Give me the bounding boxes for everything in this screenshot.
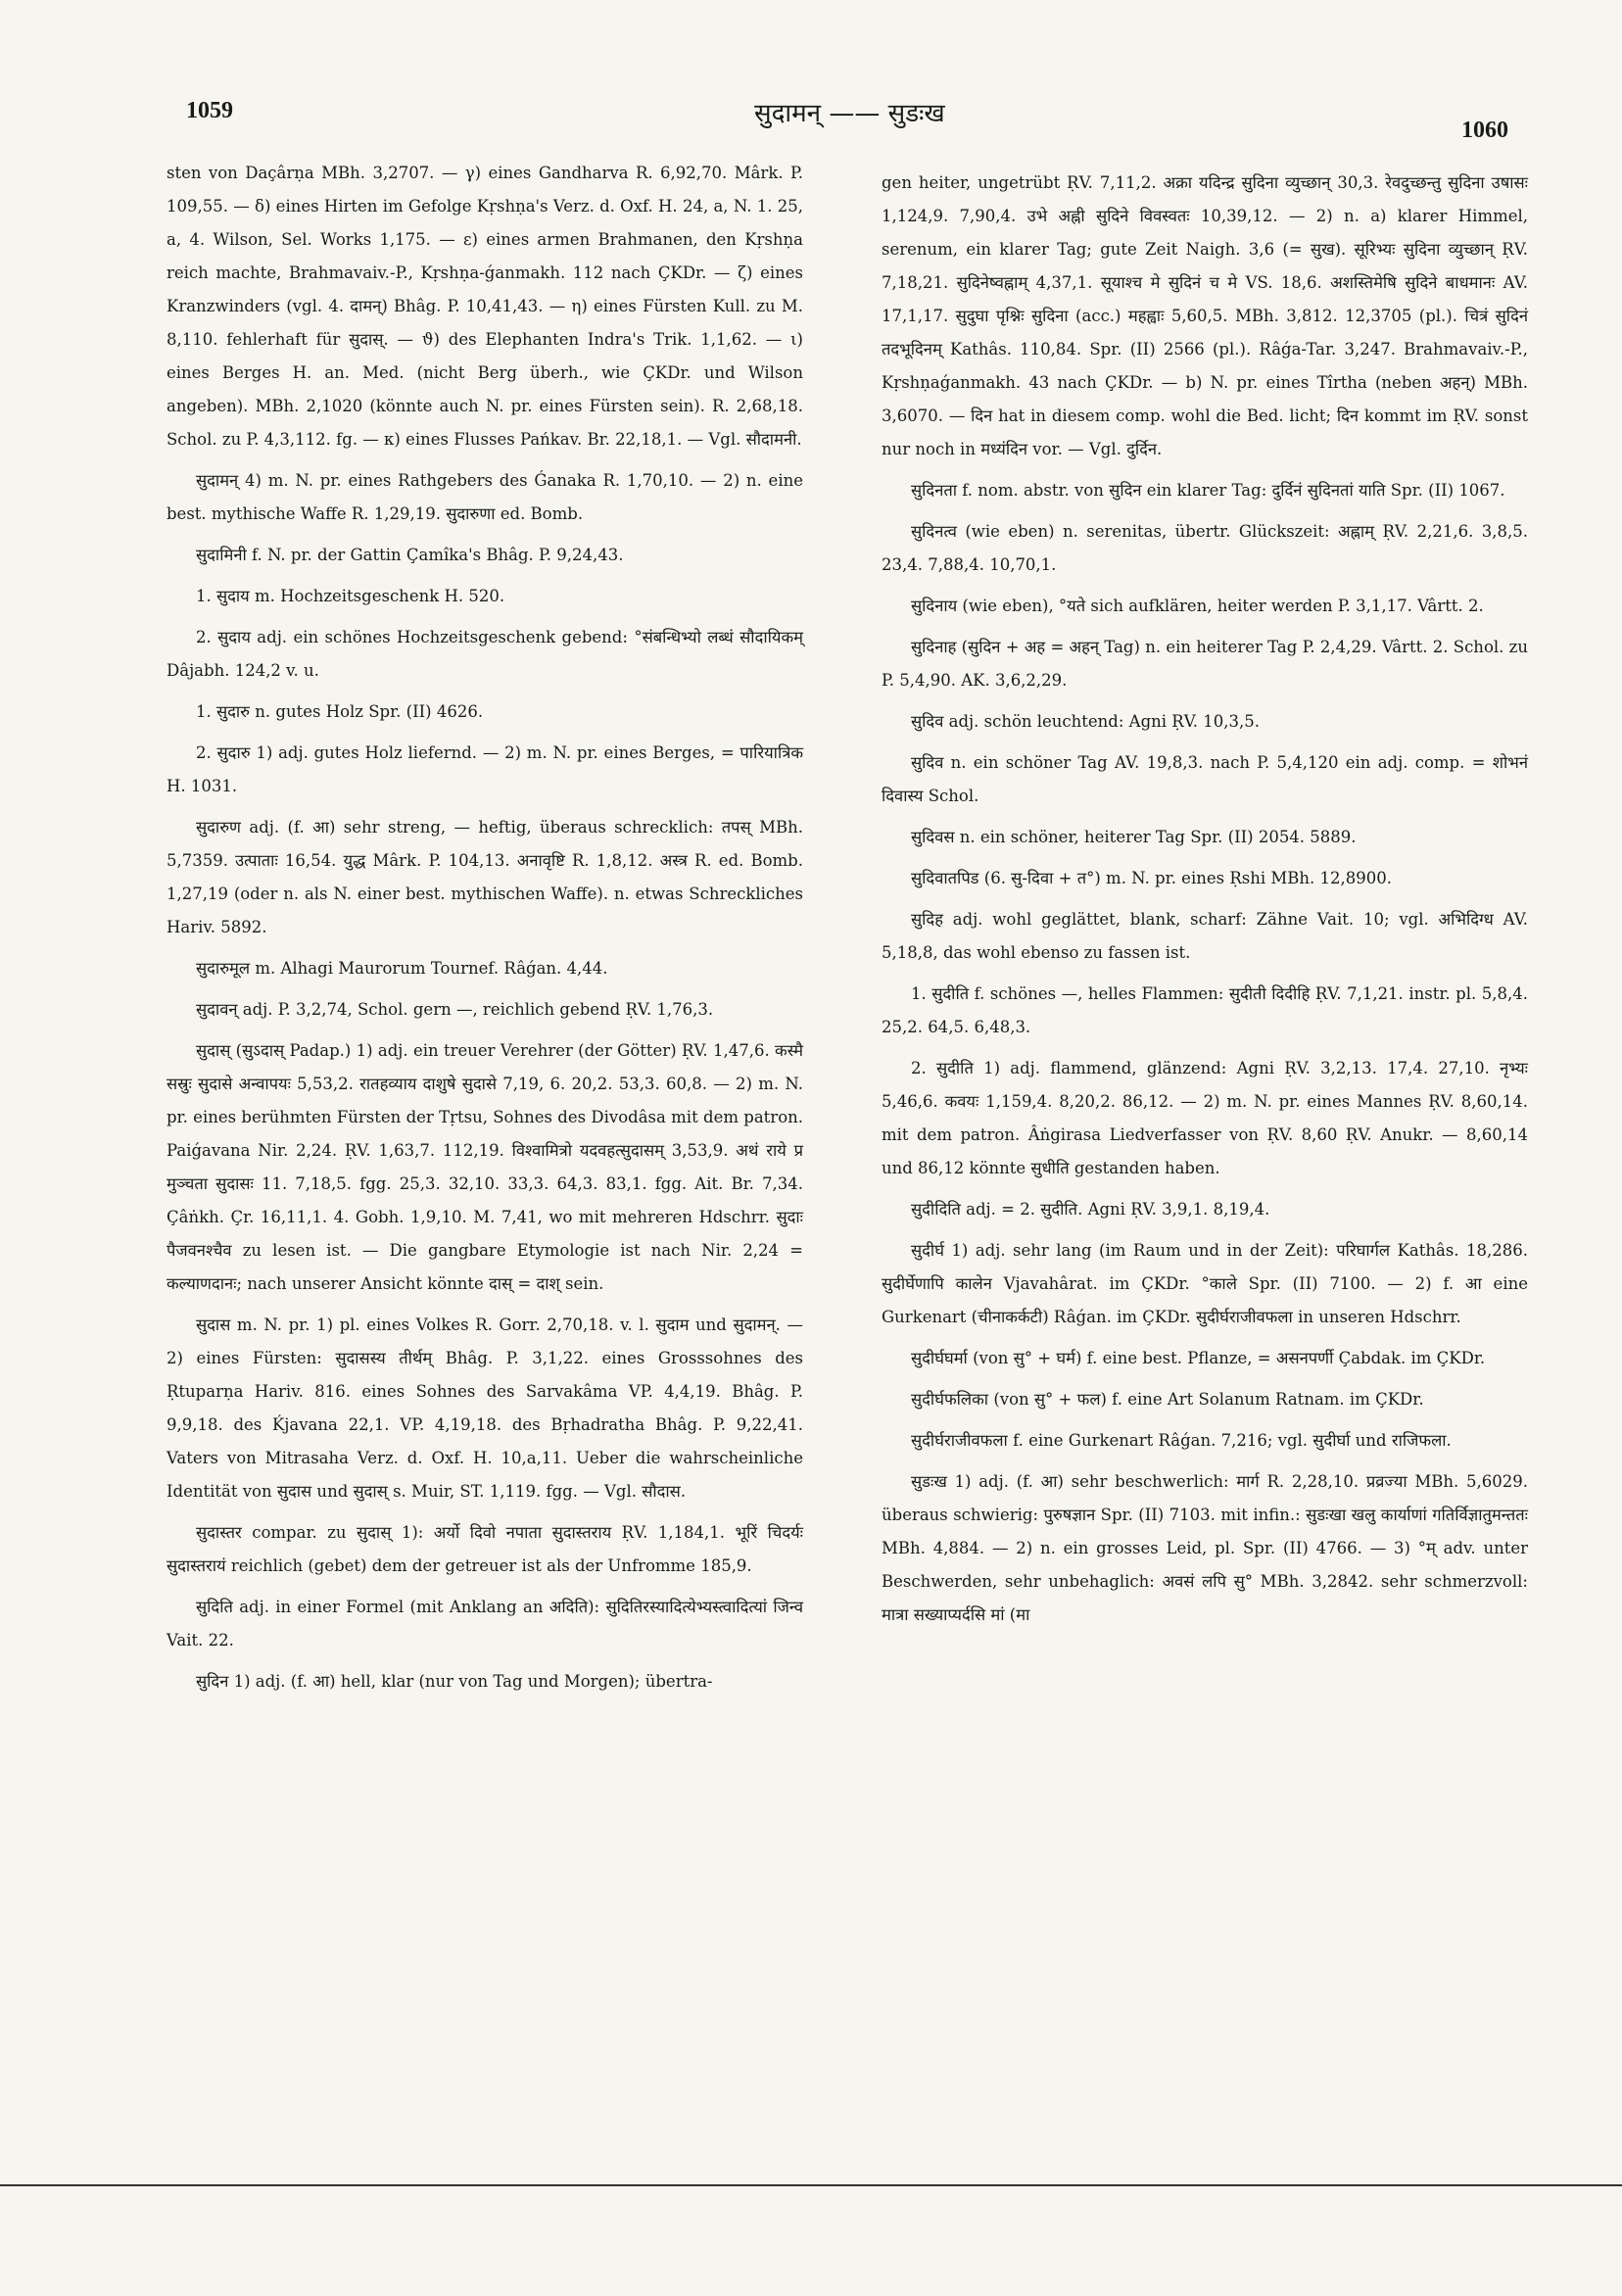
dictionary-entry: 1. सुदारु n. gutes Holz Spr. (II) 4626. <box>196 702 484 721</box>
dictionary-entry: सुदीदिति adj. = 2. सुदीति. Agni ṚV. 3,9,1. 8,19,4. <box>911 1200 1270 1219</box>
running-head: सुदामन् —— सुडःख <box>754 99 945 128</box>
dictionary-entry: सुदीर्घघर्मा (von सु° + घर्म) f. eine best. Pflanze, = असनपर्णी Çabdak. im ÇKDr. <box>911 1349 1486 1367</box>
dictionary-entry: सुदास्तर compar. zu सुदास् 1): अर्यो दिवो नपाता सुदास्तराय ṚV. 1,184,1. भूरिं चिदर्यः सुदास्तरायं reichlich (gebet) dem der getreuer ist als der Unfromme 185,9. <box>167 1523 803 1575</box>
dictionary-entry: 2. सुदारु 1) adj. gutes Holz liefernd. — 2) m. N. pr. eines Berges, = पारियात्रिक H. 1031. <box>167 743 803 795</box>
dictionary-entry: gen heiter, ungetrübt ṚV. 7,11,2. अक्रा यदिन्द्र सुदिना व्युच्छान् 30,3. रेवदुच्छन्तु सुदिना उषासः 1,124,9. 7,90,4. उभे अह्नी सुदिने विवस्वतः 10,39,12. — 2) n. a) klarer Himmel, serenum, ein klarer Tag; gute Zeit Naigh. 3,6 (= सुख). सूरिभ्यः सुदिना व्युच्छान् ṚV. 7,18,21. सुदिनेष्वह्नाम् 4,37,1. सूयाश्च मे सुदिनं च मे VS. 18,6. अशस्तिमेषि सुदिने बाधमानः AV. 17,1,17. सुदुघा पृश्निः सुदिना (acc.) महह्वाः 5,60,5. MBh. 3,812. 12,3705 (pl.). चित्रं सुदिनं तदभूदिनम् Kathâs. 110,84. Spr. (II) 2566 (pl.). Râǵa-Tar. 3,247. Brahmavaiv.-P., Kṛshṇaǵanmakh. 43 nach ÇKDr. — b) N. pr. eines Tîrtha (neben अहन्) MBh. 3,6070. — दिन hat in diesem comp. wohl die Bed. licht; दिन kommt im ṚV. sonst nur noch in मध्यंदिन vor. — Vgl. दुर्दिन. <box>882 173 1528 458</box>
dictionary-entry: सुदिनाह (सुदिन + अह = अहन् Tag) n. ein heiterer Tag P. 2,4,29. Vârtt. 2. Schol. zu P. 5,4,90. AK. 3,6,2,29. <box>882 638 1528 690</box>
dictionary-entry: sten von Daçârṇa MBh. 3,2707. — γ) eines Gandharva R. 6,92,70. Mârk. P. 109,55. — δ) eines Hirten im Gefolge Kṛshṇa's Verz. d. Oxf. H. 24, a, N. 1. 25, a, 4. Wilson, Sel. Works 1,175. — ε) eines armen Brahmanen, den Kṛshṇa reich machte, Brahmavaiv.-P., Kṛshṇa-ǵanmakh. 112 nach ÇKDr. — ζ) eines Kranzwinders (vgl. 4. दामन्) Bhâg. P. 10,41,43. — η) eines Fürsten Kull. zu M. 8,110. fehlerhaft für सुदास्. — ϑ) des Elephanten Indra's Trik. 1,1,62. — ι) eines Berges H. an. Med. (nicht Berg überh., wie ÇKDr. und Wilson angeben). MBh. 2,1020 (könnte auch N. pr. eines Fürsten sein). R. 2,68,18. Schol. zu P. 4,3,112. fg. — κ) eines Flusses Pańkav. Br. 22,18,1. — Vgl. सौदामनी. <box>167 164 803 449</box>
dictionary-entry: 1. सुदीति f. schönes —, helles Flammen: सुदीती दिदीहि ṚV. 7,1,21. instr. pl. 5,8,4. 25,2. 64,5. 6,48,3. <box>882 984 1528 1036</box>
dictionary-entry: सुदिनता f. nom. abstr. von सुदिन ein klarer Tag: दुर्दिनं सुदिनतां याति Spr. (II) 1067. <box>911 481 1505 500</box>
dictionary-entry: सुदीर्घफलिका (von सु° + फल) f. eine Art Solanum Ratnam. im ÇKDr. <box>911 1390 1424 1409</box>
dictionary-entry: सुदास् (सुऽदास् Padap.) 1) adj. ein treuer Verehrer (der Götter) ṚV. 1,47,6. कस्मै सस्रुः सुदासे अन्वापयः 5,53,2. रातहव्याय दाशुषे सुदासे 7,19, 6. 20,2. 53,3. 60,8. — 2) m. N. pr. eines berühmten Fürsten der Tṛtsu, Sohnes des Divodâsa mit dem patron. Paiǵavana Nir. 2,24. ṚV. 1,63,7. 112,19. विश्वामित्रो यदवहत्सुदासम् 3,53,9. अथं राये प्र मुञ्चता सुदासः 11. 7,18,5. fgg. 25,3. 32,10. 33,3. 64,3. 83,1. fgg. Ait. Br. 7,34. Çâṅkh. Çr. 16,11,1. 4. Gobh. 1,9,10. M. 7,41, wo mit mehreren Hdschrr. सुदाः पैजवनश्चैव zu lesen ist. — Die gangbare Etymologie ist nach Nir. 2,24 = कल्याणदानः; nach unserer Ansicht könnte दास् = दाश् sein. <box>167 1041 803 1293</box>
page-number-left: 1059 <box>186 98 233 123</box>
dictionary-entry: सुदारुमूल m. Alhagi Maurorum Tournef. Râǵan. 4,44. <box>196 959 608 978</box>
page-number-right: 1060 <box>1461 118 1508 143</box>
dictionary-entry: सुदावन् adj. P. 3,2,74, Schol. gern —, reichlich gebend ṚV. 1,76,3. <box>196 1000 714 1019</box>
dictionary-entry: सुदिवस n. ein schöner, heiterer Tag Spr. (II) 2054. 5889. <box>911 828 1357 846</box>
dictionary-entry: सुदिनत्व (wie eben) n. serenitas, übertr. Glückszeit: अह्नाम् ṚV. 2,21,6. 3,8,5. 23,4. 7,88,4. 10,70,1. <box>882 522 1528 574</box>
dictionary-entry: सुदिवातपिड (6. सु-दिवा + त°) m. N. pr. eines Ṛshi MBh. 12,8900. <box>911 869 1392 887</box>
dictionary-entry: सुडःख 1) adj. (f. आ) sehr beschwerlich: मार्ग R. 2,28,10. प्रव्रज्या MBh. 5,6029. überaus schwierig: पुरुषज्ञान Spr. (II) 7103. mit infin.: सुडःखा खलु कार्याणां गतिर्विज्ञातुमन्ततः MBh. 4,884. — 2) n. ein grosses Leid, pl. Spr. (II) 4766. — 3) °म् adv. unter Beschwerden, sehr unbehaglich: अवसं लपि सु° MBh. 3,2842. sehr schmerzvoll: मात्रा सख्याप्यर्दसि मां (मा <box>882 1472 1528 1624</box>
dictionary-entry: 2. सुदीति 1) adj. flammend, glänzend: Agni ṚV. 3,2,13. 17,4. 27,10. नृभ्यः 5,46,6. कवयः 1,159,4. 8,20,2. 86,12. — 2) m. N. pr. eines Mannes ṚV. 8,60,14. mit dem patron. Âṅgirasa Liedverfasser von ṚV. 8,60 ṚV. Anukr. — 8,60,14 und 86,12 könnte सुधीति gestanden haben. <box>882 1059 1528 1177</box>
page-bottom-rule <box>0 2184 1622 2186</box>
dictionary-entry: सुदिह adj. wohl geglättet, blank, scharf: Zähne Vait. 10; vgl. अभिदिग्ध AV. 5,18,8, das wohl ebenso zu fassen ist. <box>882 910 1528 962</box>
dictionary-entry: सुदामन् 4) m. N. pr. eines Rathgebers des Ǵanaka R. 1,70,10. — 2) n. eine best. mythische Waffe R. 1,29,19. सुदारुणा ed. Bomb. <box>167 471 803 523</box>
dictionary-entry: सुदीर्घ 1) adj. sehr lang (im Raum und in der Zeit): परिघार्गल Kathâs. 18,286. सुदीर्घेणापि कालेन Vjavahârat. im ÇKDr. °काले Spr. (II) 7100. — 2) f. आ eine Gurkenart (चीनाकर्कटी) Râǵan. im ÇKDr. सुदीर्घराजीवफला in unseren Hdschrr. <box>882 1241 1528 1326</box>
dictionary-entry: सुदिति adj. in einer Formel (mit Anklang an अदिति): सुदितिरस्यादित्येभ्यस्त्वादित्यां जिन्व Vait. 22. <box>167 1598 803 1650</box>
dictionary-entry: सुदिनाय (wie eben), °यते sich aufklären, heiter werden P. 3,1,17. Vârtt. 2. <box>911 597 1484 615</box>
dictionary-entry: सुदिव n. ein schöner Tag AV. 19,8,3. nach P. 5,4,120 ein adj. comp. = शोभनं दिवास्य Schol. <box>882 753 1528 805</box>
right-column <box>882 167 1528 1640</box>
dictionary-entry: सुदास m. N. pr. 1) pl. eines Volkes R. Gorr. 2,70,18. v. l. सुदाम und सुदामन्. — 2) eines Fürsten: सुदासस्य तीर्थम् Bhâg. P. 3,1,22. eines Grosssohnes des Ṛtuparṇa Hariv. 816. eines Sohnes des Sarvakâma VP. 4,4,19. Bhâg. P. 9,9,18. des Ḱjavana 22,1. VP. 4,19,18. des Bṛhadratha Bhâg. P. 9,22,41. Vaters von Mitrasaha Verz. d. Oxf. H. 10,a,11. Ueber die wahrscheinliche Identität von सुदास und सुदास् s. Muir, ST. 1,119. fgg. — Vgl. सौदास. <box>167 1315 803 1501</box>
left-column <box>167 157 803 1706</box>
dictionary-entry: सुदीर्घराजीवफला f. eine Gurkenart Râǵan. 7,216; vgl. सुदीर्घा und राजिफला. <box>911 1431 1452 1450</box>
dictionary-entry: 2. सुदाय adj. ein schönes Hochzeitsgeschenk gebend: °संबन्धिभ्यो लब्धं सौदायिकम् Dâjabh. 124,2 v. u. <box>167 628 803 680</box>
dictionary-entry: सुदिन 1) adj. (f. आ) hell, klar (nur von Tag und Morgen); übertra- <box>196 1672 713 1691</box>
page-header <box>186 94 1508 143</box>
dictionary-entry: सुदामिनी f. N. pr. der Gattin Çamîka's Bhâg. P. 9,24,43. <box>196 546 624 564</box>
dictionary-entry: 1. सुदाय m. Hochzeitsgeschenk H. 520. <box>196 587 505 605</box>
dictionary-entry: सुदिव adj. schön leuchtend: Agni ṚV. 10,3,5. <box>911 712 1260 731</box>
dictionary-entry: सुदारुण adj. (f. आ) sehr streng, — heftig, überaus schrecklich: तपस् MBh. 5,7359. उत्पाताः 16,54. युद्ध Mârk. P. 104,13. अनावृष्टि R. 1,8,12. अस्त्र R. ed. Bomb. 1,27,19 (oder n. als N. einer best. mythischen Waffe). n. etwas Schreckliches Hariv. 5892. <box>167 818 803 936</box>
